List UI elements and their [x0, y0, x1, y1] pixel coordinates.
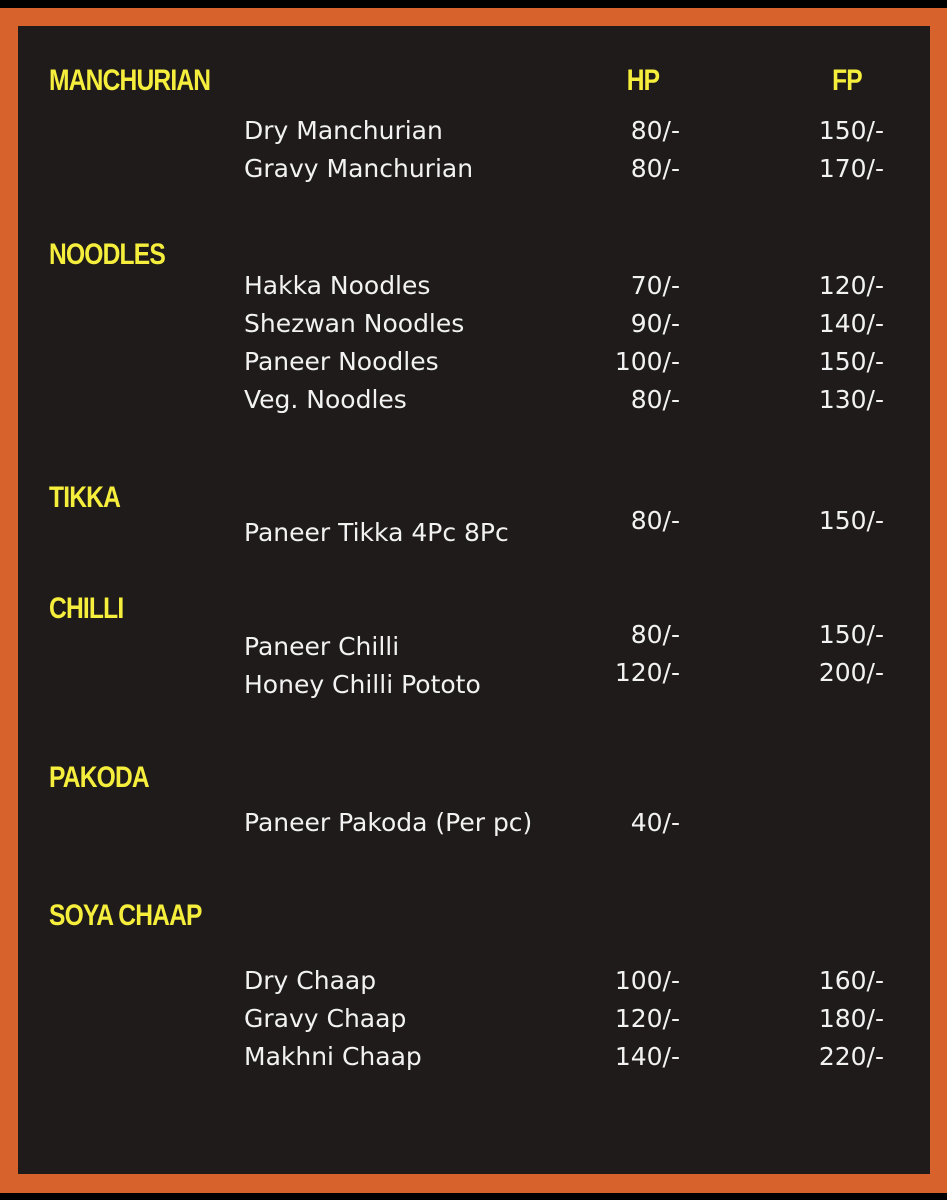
menu-item-name: Paneer Tikka 4Pc 8Pc [244, 518, 509, 547]
menu-item-fp-price: 180/- [818, 1004, 884, 1033]
menu-item-hp-price: 80/- [630, 154, 680, 183]
menu-item-hp-price: 80/- [630, 506, 680, 535]
menu-item-name: Gravy Chaap [244, 1004, 407, 1033]
menu-item-fp-price: 150/- [818, 347, 884, 376]
menu-item-fp-price: 200/- [818, 658, 884, 687]
menu-item-name: Dry Manchurian [244, 116, 443, 145]
menu-item-name: Hakka Noodles [244, 271, 431, 300]
menu-item-fp-price: 120/- [818, 271, 884, 300]
section-title-noodles: NOODLES [49, 238, 165, 271]
menu-item-hp-price: 40/- [630, 808, 680, 837]
menu-item-hp-price: 140/- [614, 1042, 680, 1071]
menu-item-hp-price: 90/- [630, 309, 680, 338]
menu-item-fp-price: 150/- [818, 506, 884, 535]
menu-item-name: Gravy Manchurian [244, 154, 474, 183]
menu-item-fp-price: 130/- [818, 385, 884, 414]
menu-item-fp-price: 140/- [818, 309, 884, 338]
column-header-hp: HP [626, 64, 660, 97]
menu-item-name: Honey Chilli Pototo [244, 670, 481, 699]
menu-item-name: Paneer Noodles [244, 347, 439, 376]
menu-item-hp-price: 80/- [630, 385, 680, 414]
menu-item-hp-price: 100/- [614, 966, 680, 995]
section-title-tikka: TIKKA [49, 481, 121, 514]
menu-item-name: Paneer Chilli [244, 632, 400, 661]
menu-item-hp-price: 70/- [630, 271, 680, 300]
section-title-soya-chaap: SOYA CHAAP [49, 899, 202, 932]
bottom-edge [0, 1193, 947, 1200]
menu-item-fp-price: 150/- [818, 116, 884, 145]
menu-item-hp-price: 120/- [614, 1004, 680, 1033]
menu-item-hp-price: 80/- [630, 116, 680, 145]
menu-item-hp-price: 80/- [630, 620, 680, 649]
column-header-fp: FP [832, 64, 862, 97]
menu-item-fp-price: 150/- [818, 620, 884, 649]
menu-item-fp-price: 220/- [818, 1042, 884, 1071]
menu-item-fp-price: 170/- [818, 154, 884, 183]
section-title-pakoda: PAKODA [49, 761, 149, 794]
section-title-manchurian: MANCHURIAN [49, 64, 211, 97]
menu-board [18, 26, 930, 1174]
menu-item-name: Veg. Noodles [244, 385, 407, 414]
menu-item-hp-price: 120/- [614, 658, 680, 687]
menu-item-name: Shezwan Noodles [244, 309, 465, 338]
section-title-chilli: CHILLI [49, 592, 124, 625]
menu-item-name: Paneer Pakoda (Per pc) [244, 808, 533, 837]
menu-item-fp-price: 160/- [818, 966, 884, 995]
menu-item-hp-price: 100/- [614, 347, 680, 376]
menu-item-name: Dry Chaap [244, 966, 377, 995]
menu-item-name: Makhni Chaap [244, 1042, 422, 1071]
